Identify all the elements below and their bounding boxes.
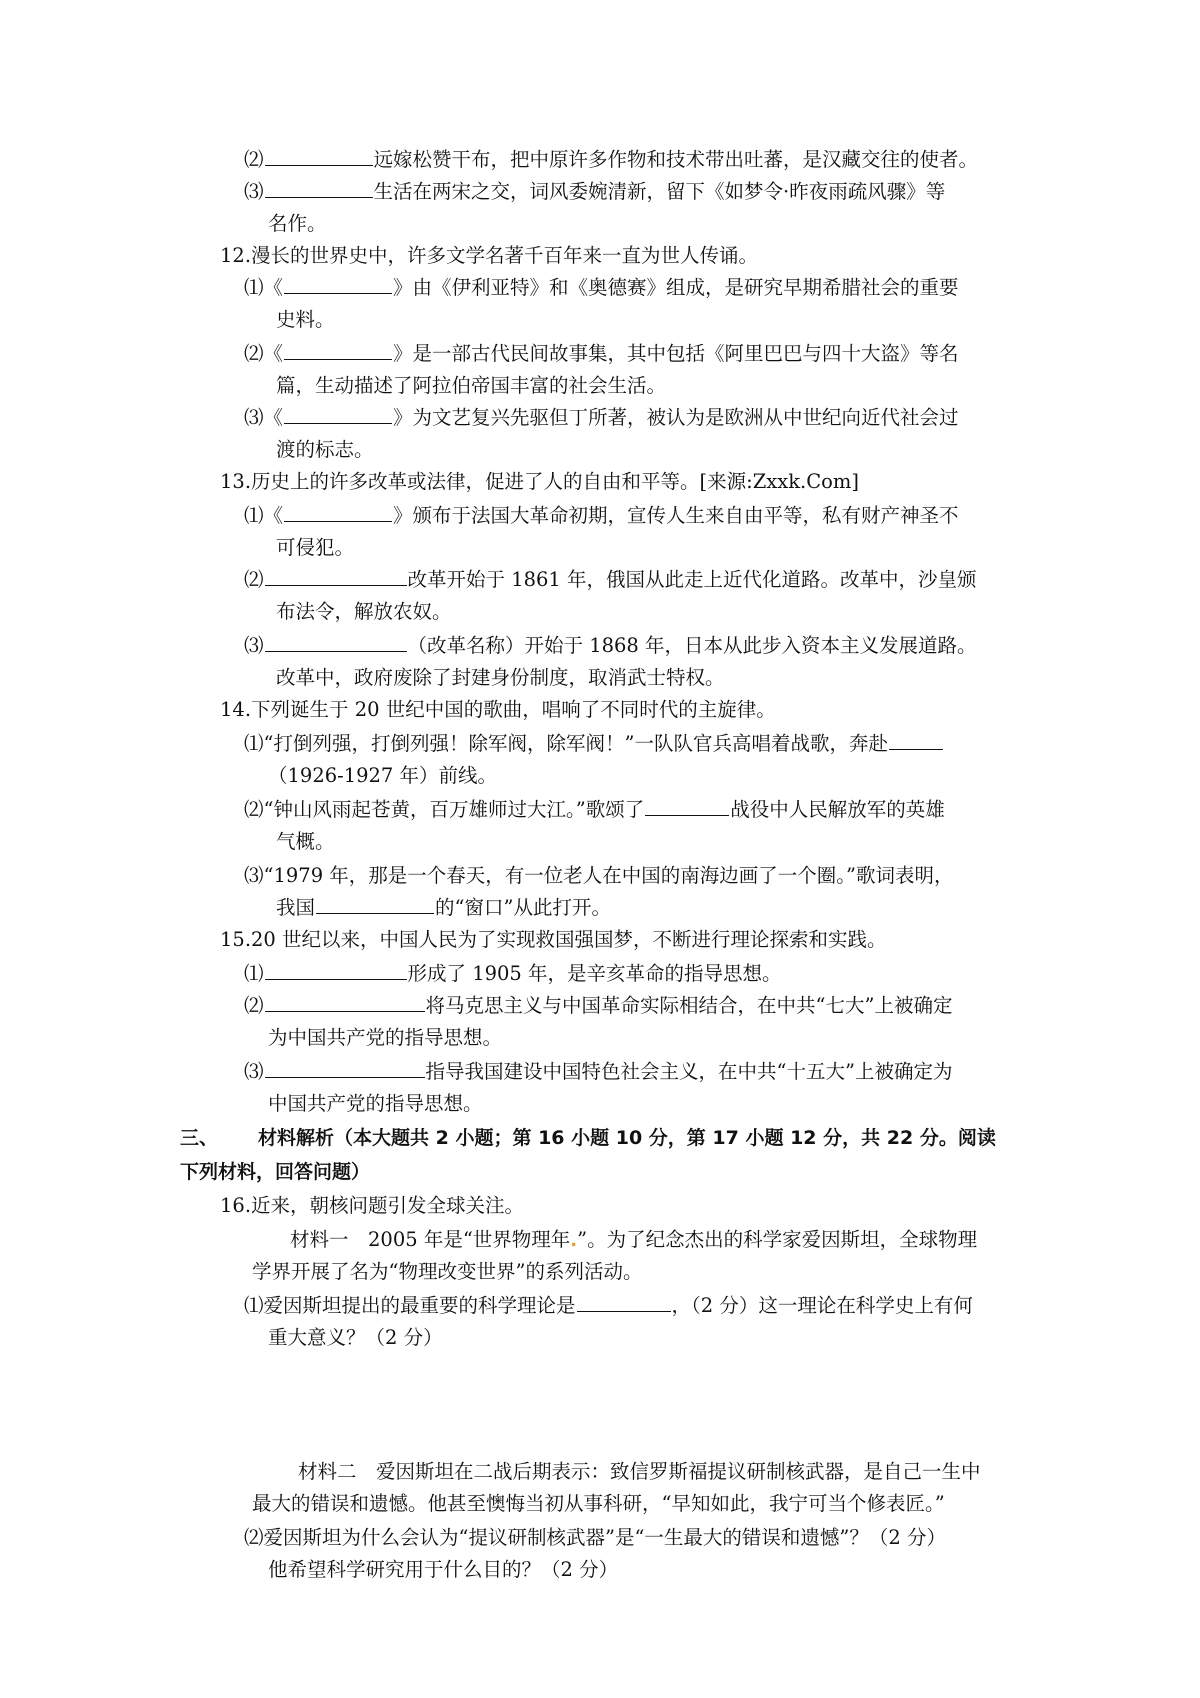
answer-blank[interactable]	[577, 1292, 671, 1312]
q13-item-1-cont: 可侵犯。	[276, 536, 355, 559]
answer-blank[interactable]	[265, 1058, 425, 1078]
answer-blank[interactable]	[284, 340, 392, 360]
answer-blank[interactable]	[265, 146, 373, 166]
answer-blank[interactable]	[645, 796, 729, 816]
answer-blank[interactable]	[265, 960, 407, 980]
answer-blank[interactable]	[316, 894, 434, 914]
material-1: 材料一 2005 年是“世界物理年.”。为了纪念杰出的科学家爱因斯坦，全球物理	[290, 1228, 978, 1251]
q14-item-1: ⑴“打倒列强，打倒列强！除军阀，除军阀！”一队队官兵高唱着战歌，奔赴	[244, 730, 944, 758]
answer-blank[interactable]	[265, 566, 407, 586]
answer-blank[interactable]	[284, 274, 392, 294]
q13-item-1: ⑴《 》颁布于法国大革命初期，宣传人生来自由平等，私有财产神圣不	[244, 504, 959, 527]
q14-item-1-cont: （1926-1927 年）前线。	[268, 764, 498, 787]
q15-item-3-cont: 中国共产党的指导思想。	[268, 1092, 483, 1115]
answer-blank[interactable]	[265, 632, 407, 652]
q16-item-2-cont: 他希望科学研究用于什么目的？（2 分）	[268, 1558, 619, 1581]
q15-item-1: ⑴ 形成了 1905 年，是辛亥革命的指导思想。	[244, 962, 782, 985]
q12-stem: 12.漫长的世界史中，许多文学名著千百年来一直为世人传诵。	[220, 244, 759, 267]
section3-heading: 三、 材料解析（本大题共 2 小题；第 16 小题 10 分，第 17 小题 12 分，共 22 分。阅读	[180, 1127, 996, 1149]
q15-item-2-cont: 为中国共产党的指导思想。	[268, 1026, 503, 1049]
q13-item-3-cont: 改革中，政府废除了封建身份制度，取消武士特权。	[276, 666, 725, 689]
q14-item-3-cont: 我国 的“窗口”从此打开。	[276, 896, 611, 919]
q11-item-3-cont: 名作。	[268, 212, 327, 235]
material-1-cont: 学界开展了名为“物理改变世界”的系列活动。	[252, 1260, 643, 1283]
q13-item-2-cont: 布法令，解放农奴。	[276, 600, 452, 623]
q15-stem: 15.20 世纪以来，中国人民为了实现救国强国梦，不断进行理论探索和实践。	[220, 928, 887, 951]
q16-item-1-cont: 重大意义？（2 分）	[268, 1326, 443, 1349]
answer-blank[interactable]	[284, 502, 392, 522]
answer-blank[interactable]	[284, 404, 392, 424]
material-2: 材料二 爱因斯坦在二战后期表示：致信罗斯福提议研制核武器，是自己一生中	[298, 1460, 981, 1483]
q13-stem: 13.历史上的许多改革或法律，促进了人的自由和平等。[来源:Zxxk.Com]	[220, 470, 860, 493]
material-2-cont: 最大的错误和遗憾。他甚至懊悔当初从事科研，“早知如此，我宁可当个修表匠。”	[252, 1492, 945, 1515]
q11-item-3: ⑶ 生活在两宋之交，词风委婉清新，留下《如梦令·昨夜雨疏风骤》等	[244, 180, 946, 203]
q12-item-2-cont: 篇，生动描述了阿拉伯帝国丰富的社会生活。	[276, 374, 667, 397]
section3-heading-cont: 下列材料，回答问题）	[180, 1161, 371, 1183]
answer-blank[interactable]	[265, 992, 425, 1012]
q14-stem: 14.下列诞生于 20 世纪中国的歌曲，唱响了不同时代的主旋律。	[220, 698, 776, 721]
q14-item-2: ⑵“钟山风雨起苍黄，百万雄师过大江。”歌颂了 战役中人民解放军的英雄	[244, 798, 945, 821]
q12-item-3-cont: 渡的标志。	[276, 438, 374, 461]
q12-item-1: ⑴《 》由《伊利亚特》和《奥德赛》组成，是研究早期希腊社会的重要	[244, 276, 959, 299]
q16-item-2: ⑵爱因斯坦为什么会认为“提议研制核武器”是“一生最大的错误和遗憾”？（2 分）	[244, 1526, 946, 1549]
q16-stem: 16.近来，朝核问题引发全球关注。	[220, 1194, 525, 1217]
q11-item-2: ⑵ 远嫁松赞干布，把中原许多作物和技术带出吐蕃，是汉藏交往的使者。	[244, 148, 979, 171]
q12-item-3: ⑶《 》为文艺复兴先驱但丁所著，被认为是欧洲从中世纪向近代社会过	[244, 406, 959, 429]
q14-item-3: ⑶“1979 年，那是一个春天，有一位老人在中国的南海边画了一个圈。”歌词表明，	[244, 864, 954, 887]
q12-item-1-cont: 史料。	[276, 308, 335, 331]
answer-blank[interactable]	[265, 178, 373, 198]
q13-item-3: ⑶ （改革名称）开始于 1868 年，日本从此步入资本主义发展道路。	[244, 634, 977, 657]
answer-blank[interactable]	[889, 730, 943, 750]
q13-item-2: ⑵ 改革开始于 1861 年，俄国从此走上近代化道路。改革中，沙皇颁	[244, 568, 977, 591]
q16-item-1: ⑴爱因斯坦提出的最重要的科学理论是 ，（2 分）这一理论在科学史上有何	[244, 1294, 973, 1317]
q15-item-2: ⑵ 将马克思主义与中国革命实际相结合，在中共“七大”上被确定	[244, 994, 953, 1017]
q12-item-2: ⑵《 》是一部古代民间故事集，其中包括《阿里巴巴与四十大盗》等名	[244, 342, 959, 365]
q14-item-2-cont: 气概。	[276, 830, 335, 853]
q15-item-3: ⑶ 指导我国建设中国特色社会主义，在中共“十五大”上被确定为	[244, 1060, 953, 1083]
